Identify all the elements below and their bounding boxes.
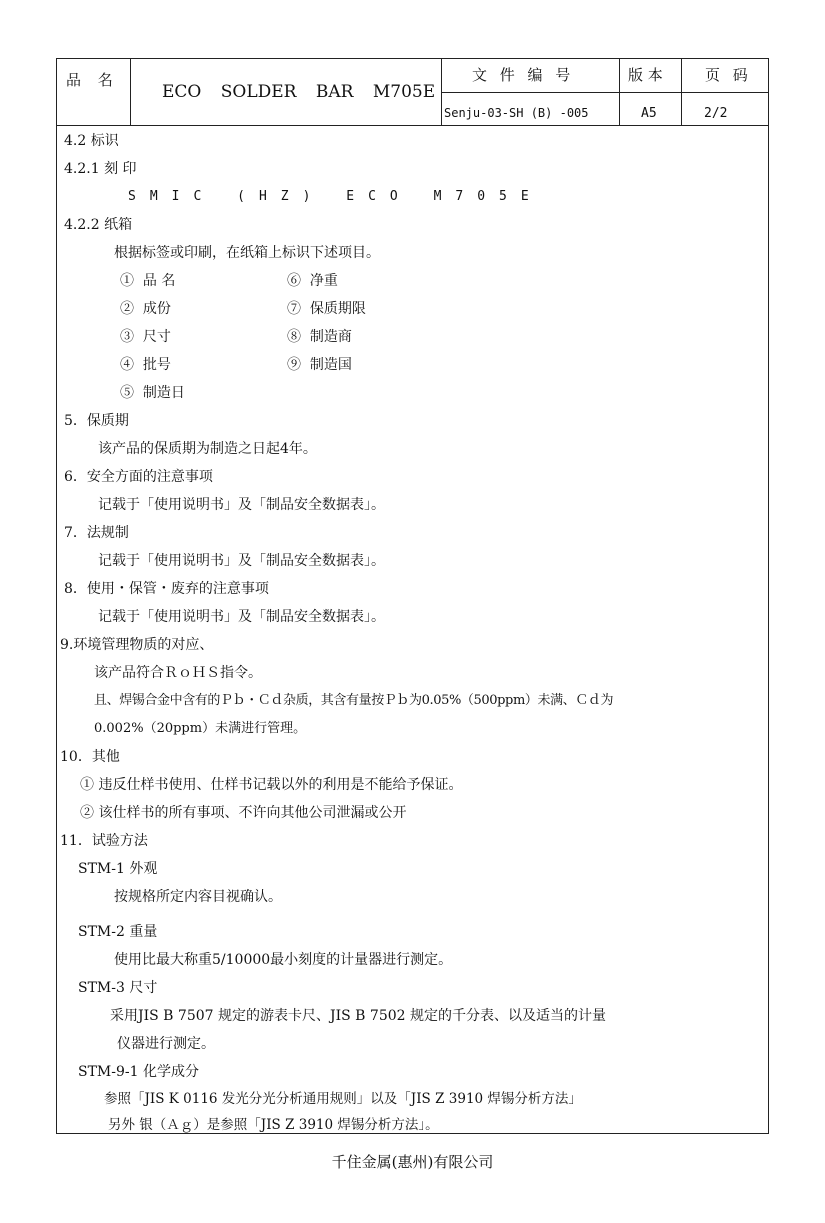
section-7: 7．法规制 [64, 525, 129, 541]
stm-1-text: 按规格所定内容目视确认。 [114, 889, 282, 905]
header-divider-3 [619, 58, 620, 125]
stm-1-heading: STM-1 外观 [78, 861, 158, 877]
stm-2-text: 使用比最大称重5/10000最小刻度的计量器进行测定。 [114, 952, 453, 968]
section-7-text: 记载于「使用说明书」及「制品安全数据表」。 [98, 553, 385, 569]
header-bottom-line [56, 125, 769, 126]
section-4-2-1: 4.2.1 刻 印 [64, 161, 137, 177]
header-divider-1 [130, 58, 131, 125]
box-item: ⑧ 制造商 [287, 329, 352, 345]
section-10-item-2: ② 该仕样书的所有事项、不许向其他公司泄漏或公开 [80, 805, 407, 821]
doc-no: Senju-03-SH (B) -005 [444, 106, 589, 120]
section-11: 11．试验方法 [60, 833, 148, 849]
box-item: ⑦ 保质期限 [287, 301, 366, 317]
section-9: 9.环境管理物质的对应、 [60, 637, 214, 653]
version-label: 版 本 [628, 66, 663, 84]
doc-no-label: 文 件 编 号 [472, 66, 575, 84]
stm-9-1-heading: STM-9-1 化学成分 [78, 1064, 199, 1080]
page-value: 2/2 [704, 106, 728, 121]
stm-9-1-line-1: 参照「JIS K 0116 发光分光分析通用规则」以及「JIS Z 3910 焊锡分析方法」 [104, 1091, 582, 1107]
stm-9-1-line-2: 另外 银（Ａｇ）是参照「JIS Z 3910 焊锡分析方法」。 [108, 1117, 439, 1133]
box-item: ⑥ 净重 [287, 273, 338, 289]
header-divider-4 [681, 58, 682, 125]
company-footer: 千住金属(惠州)有限公司 [331, 1153, 494, 1171]
product-name: ECO SOLDER BAR M705E [162, 82, 436, 102]
section-8: 8．使用・保管・废弃的注意事项 [64, 581, 269, 597]
section-9-line-3: 0.002%（20ppm）未满进行管理。 [94, 721, 307, 736]
section-9-line-2: 且、焊锡合金中含有的Ｐｂ・Ｃｄ杂质，其含有量按Ｐｂ为0.05%（500ppm）未满、Ｃｄ为 [94, 693, 614, 708]
product-name-label: 品 名 [66, 71, 119, 89]
section-6-text: 记载于「使用说明书」及「制品安全数据表」。 [98, 497, 385, 513]
header-divider-2 [441, 58, 442, 125]
section-5: 5．保质期 [64, 413, 129, 429]
box-item: ② 成份 [120, 301, 171, 317]
section-6: 6．安全方面的注意事项 [64, 469, 213, 485]
box-item: ⑨ 制造国 [287, 357, 352, 373]
box-item: ① 品 名 [120, 273, 176, 289]
section-4-2: 4.2 标识 [64, 133, 119, 149]
stm-2-heading: STM-2 重量 [78, 924, 158, 940]
section-4-2-2: 4.2.2 纸箱 [64, 217, 133, 233]
stm-3-line-1: 采用JIS B 7507 规定的游表卡尺、JIS B 7502 规定的千分表、以及适当的计量 [110, 1008, 607, 1024]
stm-3-heading: STM-3 尺寸 [78, 980, 158, 996]
box-item: ④ 批号 [120, 357, 171, 373]
section-8-text: 记载于「使用说明书」及「制品安全数据表」。 [98, 609, 385, 625]
section-5-text: 该产品的保质期为制造之日起4年。 [98, 441, 317, 457]
section-10: 10．其他 [60, 749, 120, 765]
box-intro: 根据标签或印刷，在纸箱上标识下述项目。 [114, 245, 380, 261]
section-9-line-1: 该产品符合ＲｏＨＳ指令。 [94, 665, 262, 681]
header-mid-line [441, 92, 769, 93]
box-item: ⑤ 制造日 [120, 385, 185, 401]
section-10-item-1: ① 违反仕样书使用、仕样书记载以外的利用是不能给予保证。 [80, 777, 463, 793]
marking-text: SMIC (HZ) ECO M705E [128, 189, 543, 204]
stm-3-line-2: 仪器进行测定。 [117, 1036, 215, 1052]
box-item: ③ 尺寸 [120, 329, 171, 345]
page-label: 页 码 [705, 66, 752, 84]
version-value: A5 [641, 106, 657, 121]
